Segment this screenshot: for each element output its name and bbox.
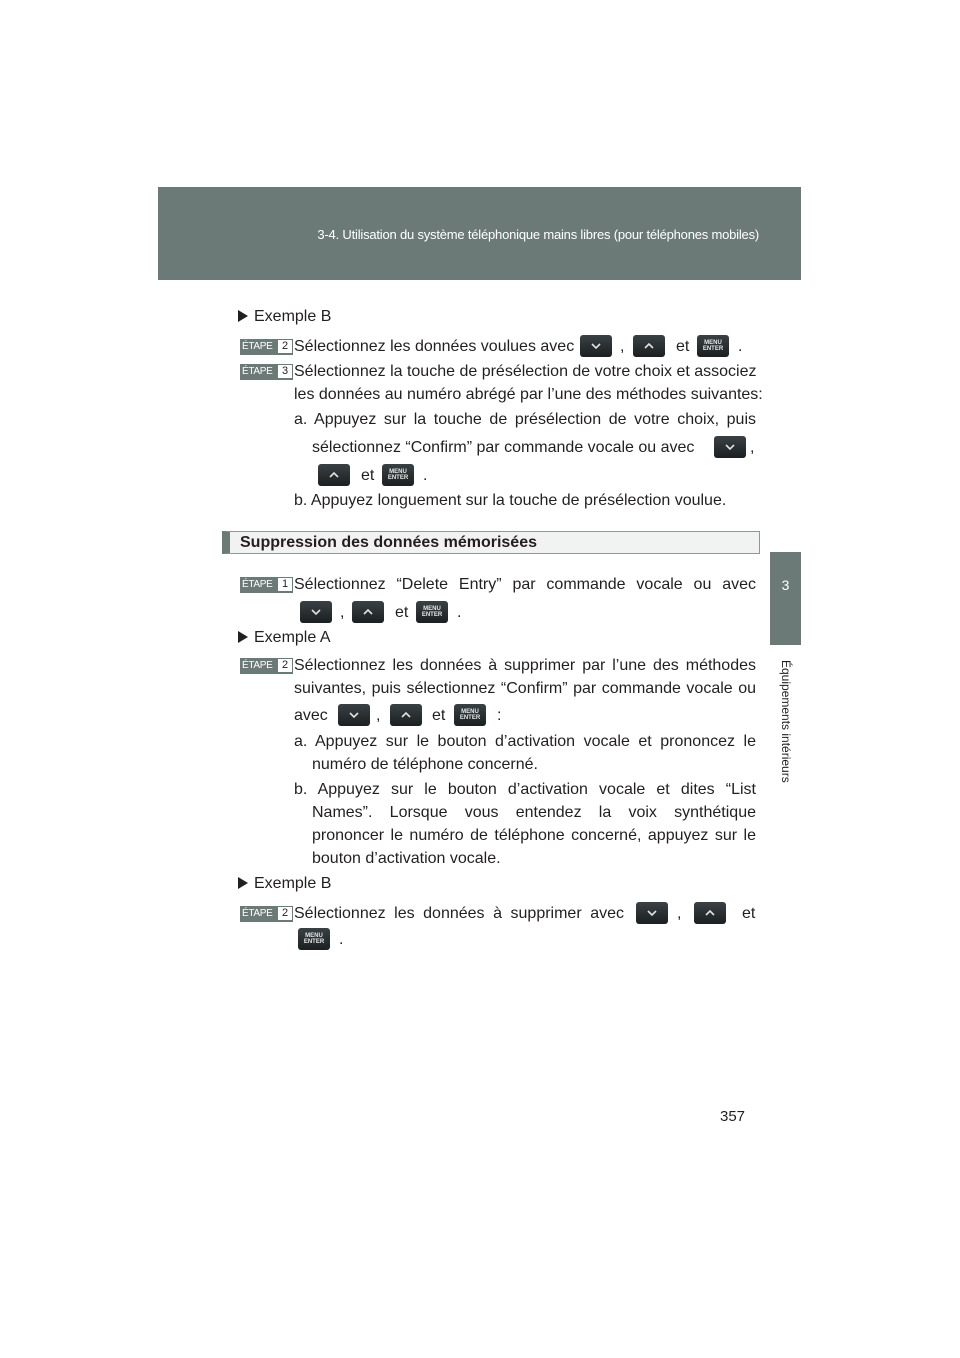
example-b-heading: [238, 307, 331, 327]
down-arrow-button-icon: [300, 601, 332, 623]
down-arrow-button-icon: [636, 902, 668, 924]
option-b-text: b. Appuyez sur le bouton d’activation vocale et dites “List: [294, 781, 756, 798]
et-text: et: [361, 467, 375, 484]
enter-label: ENTER: [303, 939, 325, 945]
option-b-text: bouton d’activation vocale.: [312, 850, 501, 867]
down-arrow-button-icon: [580, 335, 612, 357]
menu-label: MENU: [461, 709, 479, 715]
option-a-text: a. Appuyez sur la touche de présélection de votre choix, puis: [294, 411, 756, 428]
enter-label: ENTER: [702, 346, 724, 352]
step-text: Sélectionnez les données voulues avec: [294, 338, 575, 355]
up-arrow-button-icon: [390, 704, 422, 726]
header-title: 3-4. Utilisation du système téléphonique mains libres (pour téléphones mobiles): [317, 227, 759, 242]
etape-number: 1: [278, 578, 292, 591]
etape-number: 2: [278, 907, 292, 920]
etape-label: ÉTAPE: [242, 908, 273, 919]
et-text: et: [676, 338, 690, 355]
chapter-label: Équipements intérieurs: [779, 660, 793, 783]
period: .: [738, 338, 743, 355]
menu-enter-button-icon: [697, 335, 729, 357]
chapter-number: 3: [781, 577, 790, 593]
down-arrow-button-icon: [714, 436, 746, 458]
et-text: et: [742, 905, 756, 922]
etape-number: 2: [278, 659, 292, 672]
chapter-tab: [770, 552, 801, 645]
menu-label: MENU: [704, 340, 722, 346]
enter-label: ENTER: [387, 475, 409, 481]
etape-badge: [240, 906, 293, 922]
example-b-label: Exemple B: [254, 308, 332, 325]
up-arrow-button-icon: [633, 335, 665, 357]
triangle-bullet-icon: [238, 631, 248, 643]
up-arrow-button-icon: [318, 464, 350, 486]
example-b-label: Exemple B: [254, 875, 332, 892]
option-a-text: a. Appuyez sur le bouton d’activation vocale et prononcez le: [294, 733, 756, 750]
menu-label: MENU: [305, 933, 323, 939]
option-b-text: prononcer le numéro de téléphone concerné, appuyez sur le: [312, 827, 756, 844]
comma: ,: [620, 338, 625, 355]
period: .: [423, 467, 428, 484]
etape-label: ÉTAPE: [242, 366, 273, 377]
step-text: suivantes, puis sélectionnez “Confirm” par commande vocale ou: [294, 680, 756, 697]
etape-badge: [240, 364, 293, 380]
etape-badge: [240, 339, 293, 355]
comma: ,: [750, 439, 755, 456]
up-arrow-button-icon: [352, 601, 384, 623]
section-title: Suppression des données mémorisées: [240, 534, 537, 551]
chapter-label-container: [776, 660, 796, 783]
section-heading-bar: [222, 531, 760, 554]
et-text: et: [395, 604, 409, 621]
et-text: et: [432, 707, 446, 724]
enter-label: ENTER: [459, 715, 481, 721]
step-text: Sélectionnez les données à supprimer avec: [294, 905, 624, 922]
option-b-text: b. Appuyez longuement sur la touche de présélection voulue.: [294, 492, 727, 509]
step-text: Sélectionnez “Delete Entry” par commande vocale ou avec: [294, 576, 756, 593]
example-b-heading: [238, 874, 331, 894]
comma: ,: [340, 604, 345, 621]
option-a-text: numéro de téléphone concerné.: [312, 756, 538, 773]
enter-label: ENTER: [421, 612, 443, 618]
etape-badge: [240, 658, 293, 674]
menu-enter-button-icon: [416, 601, 448, 623]
etape-number: 2: [278, 340, 292, 353]
triangle-bullet-icon: [238, 877, 248, 889]
down-arrow-button-icon: [338, 704, 370, 726]
option-a-text: sélectionnez “Confirm” par commande vocale ou avec: [312, 439, 695, 456]
step-text: les données au numéro abrégé par l’une des méthodes suivantes:: [294, 386, 763, 403]
step-text: Sélectionnez la touche de présélection de votre choix et associez: [294, 363, 757, 380]
menu-label: MENU: [423, 606, 441, 612]
example-a-label: Exemple A: [254, 629, 331, 646]
etape-label: ÉTAPE: [242, 341, 273, 352]
period: .: [339, 931, 344, 948]
etape-number: 3: [278, 365, 292, 378]
menu-enter-button-icon: [382, 464, 414, 486]
step-text: Sélectionnez les données à supprimer par l’une des méthodes: [294, 657, 756, 674]
up-arrow-button-icon: [694, 902, 726, 924]
comma: ,: [677, 905, 682, 922]
avec-text: avec: [294, 707, 328, 724]
triangle-bullet-icon: [238, 310, 248, 322]
colon: :: [497, 707, 502, 724]
example-a-heading: [238, 628, 330, 648]
period: .: [457, 604, 462, 621]
menu-label: MENU: [389, 469, 407, 475]
option-b-text: Names”. Lorsque vous entendez la voix synthétique: [312, 804, 756, 821]
etape-label: ÉTAPE: [242, 660, 273, 671]
menu-enter-button-icon: [454, 704, 486, 726]
page-number: 357: [720, 1108, 746, 1125]
comma: ,: [376, 707, 381, 724]
etape-badge: [240, 577, 293, 593]
menu-enter-button-icon: [298, 928, 330, 950]
page-header: [158, 187, 801, 280]
etape-label: ÉTAPE: [242, 579, 273, 590]
